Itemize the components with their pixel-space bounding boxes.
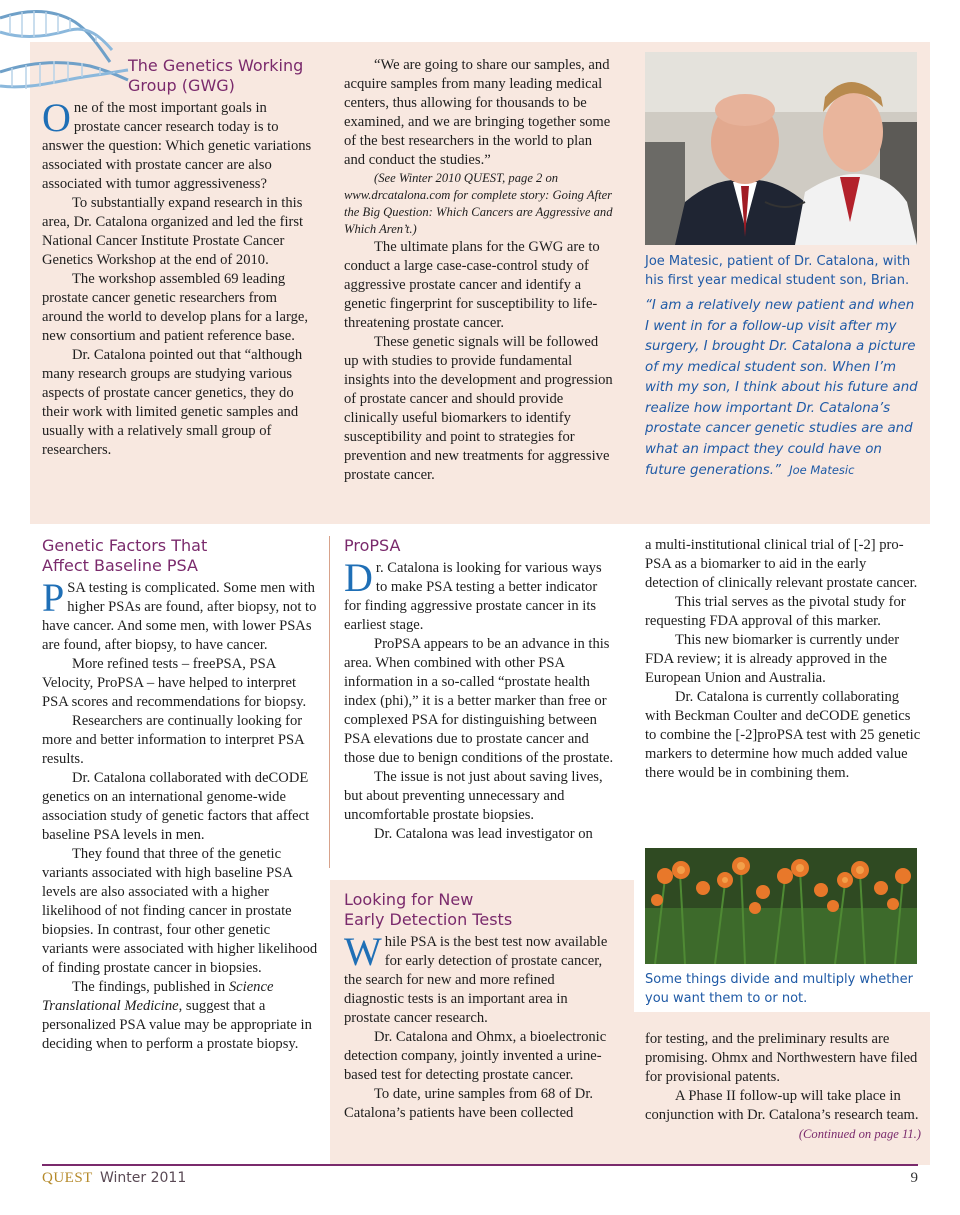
propsa-p2: ProPSA appears to be an advance in this area. When combined with other PSA information in a so-called “prostate health index (phi),” it is a better marker than free or complexed PSA for distinguishing between PSA elevations due to prostate cancer and those due to benign conditions of the prostate. (344, 636, 614, 766)
early-c3-p1: for testing, and the preliminary results are promising. Ohmx and Northwestern have filed for provisional patents. (645, 1031, 918, 1085)
propsa-c3-p2: This trial serves as the pivotal study for requesting FDA approval of this marker. (645, 594, 906, 629)
gwg-quote: “We are going to share our samples, and acquire samples from many leading medical centers, thus allowing for thousands to be examined, and we are bringing together some of the best researchers in the world to plan and conduct the studies.” (344, 57, 611, 168)
early-p2: Dr. Catalona and Ohmx, a bioelectronic detection company, jointly invented a urine-based test for detecting prostate cancer. (344, 1029, 607, 1083)
early-p1: hile PSA is the best test now available for early detection of prostate cancer, the search for new and more refined diagnostic tests is an important area in prostate cancer research. (344, 934, 608, 1026)
baseline-p6-a: The findings, published in (72, 979, 229, 995)
gwg-signals: These genetic signals will be followed up with studies to provide fundamental insights into the development and progression of prostate cancer and should provide clinically useful biomarkers to identify susceptibility and point to strategies for prevention and new treatments for aggressive prostate cancer. (344, 334, 613, 483)
column-divider (329, 536, 330, 868)
patient-quote-attribution: Joe Matesic (789, 463, 855, 477)
page-number: 9 (910, 1170, 918, 1186)
propsa-title: ProPSA (344, 536, 401, 555)
propsa-c3-p1: a multi-institutional clinical trial of [-2] pro-PSA as a biomarker to aid in the early detection of clinically relevant prostate cancer. (645, 537, 918, 591)
baseline-p5: They found that three of the genetic variants associated with high baseline PSA levels are also associated with a higher likelihood of not finding cancer in prostate biopsies. In contrast, four other genetic variants were associated with higher likelihood of finding prostate cancer in biopsies. (42, 846, 318, 976)
journal-title: Science Translational Medicine (42, 979, 274, 1014)
propsa-c3-p3: This new biomarker is currently under FDA review; it is already approved in the European Union and Australia. (645, 632, 900, 686)
lilies-caption: Some things divide and multiply whether you want them to or not. (645, 972, 913, 1006)
baseline-p6 (42, 978, 318, 1054)
continued-note: (Continued on page 11.) (798, 1127, 921, 1141)
baseline-title-line1: Genetic Factors That (42, 536, 208, 555)
early-title-line2: Early Detection Tests (344, 910, 513, 929)
gwg-reference: (See Winter 2010 QUEST, page 2 on www.drcatalona.com for complete story: Going After the Big Question: Which Cancers are Aggressive and Which Aren’t.) (344, 171, 613, 236)
patient-photo-caption: Joe Matesic, patient of Dr. Catalona, with his first year medical student son, Brian. (645, 254, 911, 288)
patient-photo (645, 52, 917, 245)
gwg-p3: The workshop assembled 69 leading prostate cancer genetic researchers from around the world to develop plans for a large, new consortium and patient reference base. (42, 271, 308, 344)
footer-brand-name: QUEST (42, 1170, 93, 1186)
baseline-p6-c: , suggest that a personalized PSA value may be appropriate in deciding when to perform a prostate biopsy. (42, 998, 312, 1052)
gwg-column-2 (344, 56, 616, 485)
gwg-p4: Dr. Catalona pointed out that “although many research groups are studying various aspects of prostate cancer genetics, they do their work with limited genetic samples and usually with a relatively small group of researchers. (42, 347, 303, 458)
gwg-title: The Genetics Working Group (GWG) (128, 56, 304, 95)
early-title-line1: Looking for New (344, 890, 474, 909)
early-column (344, 890, 616, 1123)
baseline-column (42, 536, 318, 1054)
early-title (344, 890, 616, 930)
patient-quote-text: “I am a relatively new patient and when I went in for a follow-up visit after my surgery, I brought Dr. Catalona a picture of my medical student son. When I’m with my son, I think about his future and realize how important Dr. Catalona’s prostate cancer genetic studies are and what an impact they could have on future generations.” (645, 298, 918, 478)
gwg-p2: To substantially expand research in this area, Dr. Catalona organized and led the first National Cancer Institute Prostate Cancer Genetics Workshop at the end of 2010. (42, 195, 304, 268)
propsa-p1: r. Catalona is looking for various ways to make PSA testing a better indicator for finding aggressive prostate cancer in its earliest stage. (344, 560, 602, 633)
baseline-p1: SA testing is complicated. Some men with higher PSAs are found, after biopsy, not to have cancer. And some men, with lower PSAs are found, after biopsy, to have cancer. (42, 580, 317, 653)
drop-cap-o: O (42, 95, 71, 140)
propsa-c3-p4: Dr. Catalona is currently collaborating with Beckman Coulter and deCODE genetics to combine the [-2]proPSA test with 25 genetic markers to determine how much added value there would be in combining them. (645, 689, 921, 781)
baseline-p3: Researchers are continually looking for more and better information to interpret PSA results. (42, 713, 304, 767)
drop-cap-p: P (42, 575, 65, 620)
baseline-p4: Dr. Catalona collaborated with deCODE genetics on an international genome-wide association study of genetic factors that affect baseline PSA levels in men. (42, 770, 310, 843)
patient-quote (645, 296, 921, 482)
drop-cap-w: W (344, 929, 382, 974)
drop-cap-d: D (344, 555, 373, 600)
propsa-p3: The issue is not just about saving lives, but about preventing unnecessary and uncomfortable prostate biopsies. (344, 769, 603, 823)
propsa-continued-column (645, 536, 921, 783)
gwg-p1: ne of the most important goals in prostate cancer research today is to answer the question: Which genetic variations associated with prostate cancer are also associated with tumor aggressiveness? (42, 100, 312, 192)
baseline-title (42, 536, 318, 576)
propsa-column (344, 536, 616, 844)
baseline-title-line2: Affect Baseline PSA (42, 556, 198, 575)
lilies-photo (645, 848, 917, 964)
early-continued-column (645, 1030, 921, 1144)
baseline-p2: More refined tests – freePSA, PSA Velocity, ProPSA – have helped to interpret PSA scores and recommendations for biopsy. (42, 656, 307, 710)
early-p3: To date, urine samples from 68 of Dr. Catalona’s patients have been collected (344, 1086, 594, 1121)
footer-rule (42, 1164, 918, 1166)
early-c3-p2: A Phase II follow-up will take place in conjunction with Dr. Catalona’s research team. (645, 1088, 919, 1123)
gwg-plans: The ultimate plans for the GWG are to conduct a large case-case-control study of aggressive prostate cancer and identify a genetic fingerprint for susceptibility to life-threatening prostate cancer. (344, 239, 600, 331)
gwg-column-1 (42, 56, 314, 460)
footer-issue: Winter 2011 (100, 1170, 187, 1186)
footer-brand (42, 1170, 93, 1187)
propsa-p4: Dr. Catalona was lead investigator on (374, 826, 593, 842)
